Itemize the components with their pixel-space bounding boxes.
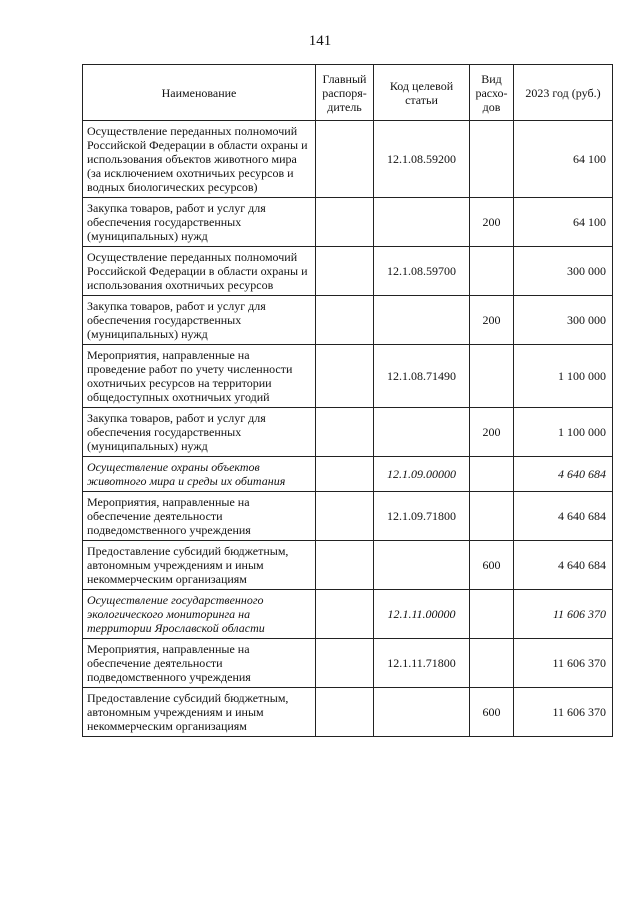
row-admin: [316, 121, 374, 198]
header-admin: Главный распоря-дитель: [316, 65, 374, 121]
row-code: [374, 198, 470, 247]
row-kind: [470, 590, 514, 639]
row-code: [374, 408, 470, 457]
row-name: Закупка товаров, работ и услуг для обеспечения государственных (муниципальных) нужд: [83, 296, 316, 345]
row-name: Закупка товаров, работ и услуг для обеспечения государственных (муниципальных) нужд: [83, 408, 316, 457]
row-admin: [316, 296, 374, 345]
row-name: Закупка товаров, работ и услуг для обеспечения государственных (муниципальных) нужд: [83, 198, 316, 247]
table-body: [83, 121, 613, 737]
row-code: [374, 296, 470, 345]
row-name: Осуществление переданных полномочий Российской Федерации в области охраны и использования охотничьих ресурсов: [83, 247, 316, 296]
row-amount: 11 606 370: [514, 590, 613, 639]
row-code: 12.1.11.71800: [374, 639, 470, 688]
row-admin: [316, 408, 374, 457]
row-kind: 200: [470, 408, 514, 457]
row-code: 12.1.08.59200: [374, 121, 470, 198]
row-kind: [470, 121, 514, 198]
header-amount: 2023 год (руб.): [514, 65, 613, 121]
table-row: [83, 590, 613, 639]
row-code: 12.1.08.59700: [374, 247, 470, 296]
table-row: [83, 247, 613, 296]
row-admin: [316, 639, 374, 688]
table-row: [83, 639, 613, 688]
row-admin: [316, 198, 374, 247]
row-amount: 1 100 000: [514, 408, 613, 457]
budget-table: [82, 64, 613, 737]
row-name: Предоставление субсидий бюджетным, автономным учреждениям и иным некоммерческим организациям: [83, 541, 316, 590]
row-name: Осуществление охраны объектов животного мира и среды их обитания: [83, 457, 316, 492]
row-amount: 11 606 370: [514, 688, 613, 737]
row-amount: 300 000: [514, 296, 613, 345]
row-code: [374, 541, 470, 590]
row-admin: [316, 345, 374, 408]
row-name: Осуществление переданных полномочий Российской Федерации в области охраны и использования объектов животного мира (за исключением охотничьих ресурсов и водных биологических ресурсов): [83, 121, 316, 198]
row-kind: 600: [470, 688, 514, 737]
row-code: 12.1.09.71800: [374, 492, 470, 541]
row-kind: 200: [470, 296, 514, 345]
row-kind: [470, 247, 514, 296]
table-row: [83, 688, 613, 737]
row-name: Предоставление субсидий бюджетным, автономным учреждениям и иным некоммерческим организациям: [83, 688, 316, 737]
header-name: Наименование: [83, 65, 316, 121]
table-row: [83, 541, 613, 590]
row-amount: 300 000: [514, 247, 613, 296]
row-name: Мероприятия, направленные на проведение работ по учету численности охотничьих ресурсов на территории общедоступных охотничьих угодий: [83, 345, 316, 408]
row-admin: [316, 688, 374, 737]
row-kind: 200: [470, 198, 514, 247]
table-row: [83, 345, 613, 408]
row-code: [374, 688, 470, 737]
row-amount: 4 640 684: [514, 492, 613, 541]
page-number: 141: [308, 33, 332, 49]
row-amount: 1 100 000: [514, 345, 613, 408]
table-row: [83, 457, 613, 492]
table-row: [83, 198, 613, 247]
header-code: Код целевой статьи: [374, 65, 470, 121]
row-name: Осуществление государственного экологического мониторинга на территории Ярославской области: [83, 590, 316, 639]
row-amount: 4 640 684: [514, 457, 613, 492]
row-amount: 64 100: [514, 121, 613, 198]
row-name: Мероприятия, направленные на обеспечение деятельности подведомственного учреждения: [83, 492, 316, 541]
row-admin: [316, 492, 374, 541]
row-kind: [470, 639, 514, 688]
row-admin: [316, 457, 374, 492]
row-admin: [316, 590, 374, 639]
row-code: 12.1.08.71490: [374, 345, 470, 408]
table-row: [83, 492, 613, 541]
row-name: Мероприятия, направленные на обеспечение деятельности подведомственного учреждения: [83, 639, 316, 688]
row-kind: [470, 492, 514, 541]
row-amount: 11 606 370: [514, 639, 613, 688]
table-row: [83, 408, 613, 457]
row-kind: [470, 345, 514, 408]
row-admin: [316, 541, 374, 590]
table-header: [83, 65, 613, 121]
row-amount: 64 100: [514, 198, 613, 247]
table-row: [83, 121, 613, 198]
row-admin: [316, 247, 374, 296]
row-code: 12.1.09.00000: [374, 457, 470, 492]
row-kind: 600: [470, 541, 514, 590]
header-kind: Вид расхо-дов: [470, 65, 514, 121]
row-amount: 4 640 684: [514, 541, 613, 590]
table-row: [83, 296, 613, 345]
row-kind: [470, 457, 514, 492]
row-code: 12.1.11.00000: [374, 590, 470, 639]
